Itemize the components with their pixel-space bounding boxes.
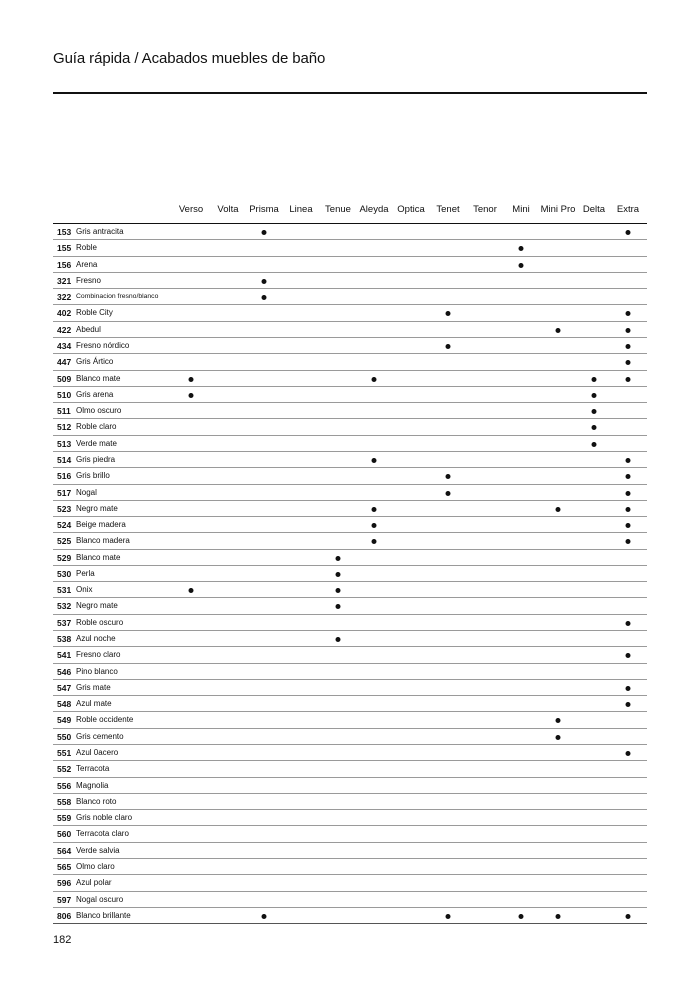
availability-dot-prisma bbox=[262, 230, 267, 235]
availability-dot-aleyda bbox=[372, 458, 377, 463]
finish-code: 510 bbox=[57, 389, 72, 400]
finish-code: 524 bbox=[57, 520, 72, 531]
finish-name: Nogal bbox=[76, 487, 97, 497]
column-header-delta: Delta bbox=[582, 204, 606, 215]
availability-dot-extra bbox=[626, 230, 631, 235]
availability-dot-mini bbox=[519, 246, 524, 251]
table-row bbox=[53, 566, 647, 582]
availability-dot-prisma bbox=[262, 914, 267, 919]
finish-code: 552 bbox=[57, 764, 72, 775]
availability-dot-extra bbox=[626, 474, 631, 479]
finish-code: 434 bbox=[57, 340, 72, 351]
finish-code: 559 bbox=[57, 813, 72, 824]
finish-name: Verde salvia bbox=[76, 845, 120, 855]
table-row bbox=[53, 843, 647, 859]
finish-code: 529 bbox=[57, 552, 72, 563]
finish-name: Azul polar bbox=[76, 878, 112, 888]
availability-dot-aleyda bbox=[372, 523, 377, 528]
finish-code: 548 bbox=[57, 699, 72, 710]
finish-name: Gris Ártico bbox=[76, 357, 114, 367]
finish-code: 525 bbox=[57, 536, 72, 547]
finish-name: Arena bbox=[76, 259, 98, 269]
finish-name: Blanco madera bbox=[76, 536, 130, 546]
availability-dot-extra bbox=[626, 539, 631, 544]
table-row bbox=[53, 712, 647, 728]
finish-code: 321 bbox=[57, 275, 72, 286]
availability-dot-tenue bbox=[336, 604, 341, 609]
table-row bbox=[53, 436, 647, 452]
finish-code: 597 bbox=[57, 894, 72, 905]
column-header-linea: Linea bbox=[289, 204, 313, 215]
table-row bbox=[53, 468, 647, 484]
finish-name: Gris noble claro bbox=[76, 813, 133, 823]
availability-dot-verso bbox=[189, 393, 194, 398]
finish-code: 513 bbox=[57, 438, 72, 449]
table-row bbox=[53, 240, 647, 256]
table-row bbox=[53, 892, 647, 908]
table-row bbox=[53, 696, 647, 712]
finish-name: Roble occidente bbox=[76, 715, 134, 725]
availability-dot-tenet bbox=[446, 474, 451, 479]
finish-code: 546 bbox=[57, 666, 72, 677]
column-header-verso: Verso bbox=[178, 204, 204, 215]
finish-code: 516 bbox=[57, 471, 72, 482]
finish-name: Blanco brillante bbox=[76, 910, 131, 920]
table-row bbox=[53, 598, 647, 614]
table-row bbox=[53, 810, 647, 826]
availability-dot-extra bbox=[626, 458, 631, 463]
availability-dot-tenet bbox=[446, 914, 451, 919]
finish-name: Terracota bbox=[76, 764, 110, 774]
availability-dot-tenet bbox=[446, 311, 451, 316]
availability-dot-mini bbox=[519, 914, 524, 919]
availability-dot-aleyda bbox=[372, 507, 377, 512]
table-row bbox=[53, 908, 647, 924]
availability-dot-verso bbox=[189, 377, 194, 382]
finish-code: 560 bbox=[57, 829, 72, 840]
table-row bbox=[53, 533, 647, 549]
page-title: Guía rápida / Acabados muebles de baño bbox=[53, 50, 326, 67]
finish-code: 511 bbox=[57, 406, 71, 417]
availability-dot-delta bbox=[592, 442, 597, 447]
table-row bbox=[53, 778, 647, 794]
finish-code: 551 bbox=[57, 748, 72, 758]
column-header-tenet: Tenet bbox=[436, 204, 460, 215]
finish-name: Azul 0acero bbox=[76, 748, 119, 757]
finish-name: Terracota claro bbox=[76, 829, 129, 839]
availability-dot-tenet bbox=[446, 491, 451, 496]
table-row bbox=[53, 371, 647, 387]
availability-dot-tenue bbox=[336, 556, 341, 561]
column-header-tenue: Tenue bbox=[325, 204, 351, 215]
finish-name: Pino blanco bbox=[76, 666, 118, 676]
finish-code: 531 bbox=[57, 585, 72, 596]
availability-dot-prisma bbox=[262, 295, 267, 300]
availability-dot-extra bbox=[626, 621, 631, 626]
availability-dot-extra bbox=[626, 523, 631, 528]
availability-dot-extra bbox=[626, 344, 631, 349]
finish-code: 156 bbox=[57, 259, 72, 270]
availability-dot-delta bbox=[592, 409, 597, 414]
table-row bbox=[53, 387, 647, 403]
finish-code: 509 bbox=[57, 373, 72, 384]
finish-name: Beige madera bbox=[76, 520, 126, 530]
finish-name: Fresno claro bbox=[76, 650, 121, 660]
table-row bbox=[53, 631, 647, 647]
finish-code: 564 bbox=[57, 845, 72, 856]
finish-name: Perla bbox=[76, 568, 95, 578]
availability-dot-tenet bbox=[446, 344, 451, 349]
finish-code: 538 bbox=[57, 634, 72, 645]
finish-code: 512 bbox=[57, 422, 72, 433]
table-row bbox=[53, 761, 647, 777]
finish-name: Blanco mate bbox=[76, 373, 121, 383]
availability-dot-extra bbox=[626, 491, 631, 496]
finish-name: Abedul bbox=[76, 324, 101, 334]
finish-name: Combinacion fresno/blanco bbox=[76, 293, 159, 301]
finish-name: Gris piedra bbox=[76, 454, 116, 464]
availability-dot-extra bbox=[626, 311, 631, 316]
finish-code: 447 bbox=[57, 357, 72, 368]
finish-name: Gris antracita bbox=[76, 227, 124, 236]
table-row bbox=[53, 322, 647, 338]
table-row bbox=[53, 794, 647, 810]
finish-name: Fresno nórdico bbox=[76, 340, 130, 350]
finish-name: Roble bbox=[76, 243, 97, 253]
finish-name: Azul noche bbox=[76, 634, 116, 644]
table-row bbox=[53, 354, 647, 370]
finish-code: 550 bbox=[57, 731, 72, 742]
table-row bbox=[53, 289, 647, 305]
finish-code: 422 bbox=[57, 324, 72, 335]
table-row bbox=[53, 875, 647, 891]
finish-name: Gris arena bbox=[76, 389, 114, 399]
finish-code: 322 bbox=[57, 292, 72, 303]
availability-dot-mini-pro bbox=[556, 328, 561, 333]
availability-dot-mini-pro bbox=[556, 507, 561, 512]
table-row bbox=[53, 485, 647, 501]
table-row bbox=[53, 257, 647, 273]
title-divider bbox=[53, 92, 647, 94]
finish-name: Roble claro bbox=[76, 422, 117, 432]
table-row bbox=[53, 338, 647, 354]
table-row bbox=[53, 403, 647, 419]
table-row bbox=[53, 273, 647, 289]
column-header-aleyda: Aleyda bbox=[359, 204, 389, 215]
finish-code: 153 bbox=[57, 227, 72, 237]
finishes-table bbox=[53, 223, 647, 924]
finish-code: 596 bbox=[57, 878, 72, 889]
finish-name: Gris brillo bbox=[76, 471, 110, 481]
table-row bbox=[53, 224, 647, 240]
finish-name: Azul mate bbox=[76, 699, 112, 709]
availability-dot-extra bbox=[626, 360, 631, 365]
finish-name: Olmo oscuro bbox=[76, 406, 122, 416]
finish-code: 556 bbox=[57, 780, 72, 791]
table-row bbox=[53, 615, 647, 631]
finish-code: 806 bbox=[57, 910, 72, 921]
finish-name: Olmo claro bbox=[76, 861, 115, 871]
finish-name: Blanco mate bbox=[76, 552, 121, 562]
column-header-prisma: Prisma bbox=[249, 204, 279, 215]
finish-code: 565 bbox=[57, 861, 72, 872]
column-header-extra: Extra bbox=[616, 204, 640, 215]
finish-name: Nogal oscuro bbox=[76, 894, 124, 904]
table-row bbox=[53, 745, 647, 761]
table-row bbox=[53, 664, 647, 680]
finish-code: 547 bbox=[57, 682, 72, 693]
table-row bbox=[53, 826, 647, 842]
availability-dot-extra bbox=[626, 914, 631, 919]
finish-name: Negro mate bbox=[76, 503, 118, 513]
availability-dot-prisma bbox=[262, 279, 267, 284]
finish-code: 537 bbox=[57, 617, 72, 628]
table-row bbox=[53, 729, 647, 745]
finish-name: Magnolia bbox=[76, 780, 109, 790]
finish-code: 558 bbox=[57, 796, 72, 807]
finish-name: Gris mate bbox=[76, 682, 111, 692]
finish-code: 530 bbox=[57, 568, 72, 579]
page-number: 182 bbox=[53, 934, 72, 946]
finish-name: Gris cemento bbox=[76, 731, 124, 741]
finish-name: Verde mate bbox=[76, 438, 117, 448]
column-header-volta: Volta bbox=[217, 204, 239, 215]
availability-dot-extra bbox=[626, 702, 631, 707]
finish-name: Onix bbox=[76, 585, 93, 595]
finish-name: Negro mate bbox=[76, 601, 118, 611]
availability-dot-mini-pro bbox=[556, 914, 561, 919]
availability-dot-mini-pro bbox=[556, 735, 561, 740]
availability-dot-delta bbox=[592, 425, 597, 430]
finish-name: Roble oscuro bbox=[76, 617, 124, 627]
availability-dot-aleyda bbox=[372, 377, 377, 382]
column-header-optica: Optica bbox=[397, 204, 425, 215]
finish-code: 155 bbox=[57, 243, 72, 254]
availability-dot-mini bbox=[519, 263, 524, 268]
availability-dot-verso bbox=[189, 588, 194, 593]
finish-code: 532 bbox=[57, 601, 72, 612]
table-row bbox=[53, 550, 647, 566]
table-row bbox=[53, 859, 647, 875]
finish-name: Roble City bbox=[76, 308, 113, 318]
availability-dot-aleyda bbox=[372, 539, 377, 544]
table-row bbox=[53, 582, 647, 598]
availability-dot-extra bbox=[626, 507, 631, 512]
table-row bbox=[53, 305, 647, 321]
availability-dot-tenue bbox=[336, 588, 341, 593]
availability-dot-extra bbox=[626, 328, 631, 333]
availability-dot-mini-pro bbox=[556, 718, 561, 723]
availability-dot-extra bbox=[626, 686, 631, 691]
table-row bbox=[53, 452, 647, 468]
table-row bbox=[53, 680, 647, 696]
availability-dot-delta bbox=[592, 377, 597, 382]
table-row bbox=[53, 501, 647, 517]
finish-name: Fresno bbox=[76, 275, 101, 285]
finish-code: 517 bbox=[57, 487, 72, 498]
availability-dot-extra bbox=[626, 751, 631, 756]
finish-code: 402 bbox=[57, 308, 72, 319]
availability-dot-tenue bbox=[336, 572, 341, 577]
finish-code: 549 bbox=[57, 715, 72, 726]
availability-dot-delta bbox=[592, 393, 597, 398]
column-header-mini: Mini bbox=[512, 204, 530, 215]
availability-dot-tenue bbox=[336, 637, 341, 642]
column-header-tenor: Tenor bbox=[473, 204, 497, 215]
availability-dot-extra bbox=[626, 377, 631, 382]
table-row bbox=[53, 419, 647, 435]
availability-dot-extra bbox=[626, 653, 631, 658]
finish-code: 514 bbox=[57, 454, 72, 465]
table-row bbox=[53, 517, 647, 533]
column-header-mini-pro: Mini Pro bbox=[540, 204, 576, 215]
finish-code: 523 bbox=[57, 503, 72, 514]
finish-name: Blanco roto bbox=[76, 796, 117, 806]
finish-code: 541 bbox=[57, 650, 72, 661]
table-row bbox=[53, 647, 647, 663]
